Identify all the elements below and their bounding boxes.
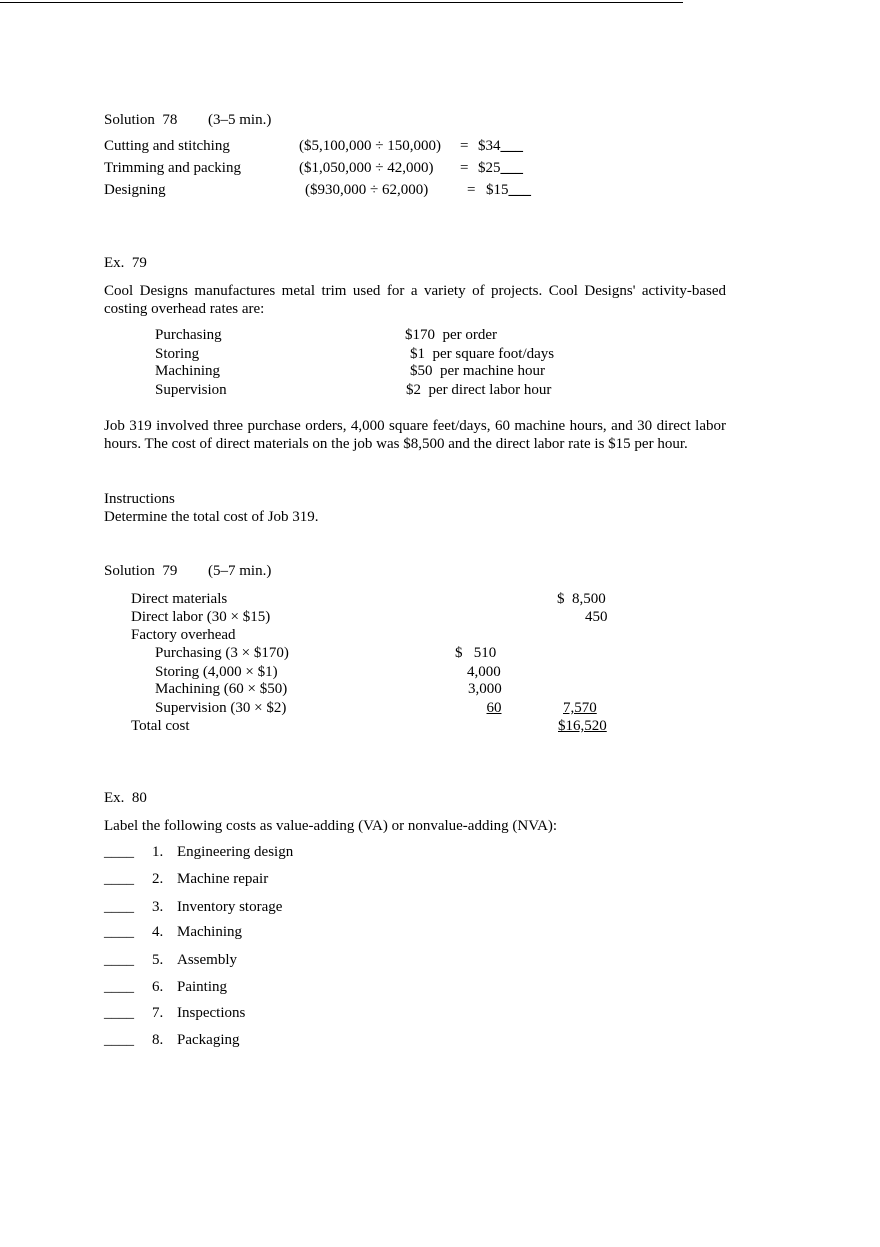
overhead-item-amount: 4,000 — [467, 664, 501, 680]
rate-value: $1 per square foot/days — [410, 346, 555, 362]
item-text: Assembly — [177, 952, 237, 968]
overhead-item-amount: 3,000 — [468, 681, 502, 697]
item-number: 4. — [152, 924, 164, 940]
total-cost-label: Total cost — [131, 718, 190, 734]
ex-79-job-text: Job 319 involved three purchase orders, 4,000 square feet/days, 60 machine hours, and 30 direct labor hours. The cost of direct materials on the job was $8,500 and the direct labor rate is $15 per hour. — [104, 418, 726, 452]
rate-value: $50 per machine hour — [410, 363, 545, 379]
item-text: Engineering design — [177, 844, 294, 860]
s78-row-label: Designing — [104, 182, 166, 198]
ex-80-prompt: Label the following costs as value-adding (VA) or nonvalue-adding (NVA): — [104, 818, 558, 834]
item-number: 5. — [152, 952, 164, 968]
ex-79-intro: Cool Designs manufactures metal trim used for a variety of projects. Cool Designs' activity-based costing overhead rates are: — [104, 283, 726, 317]
s78-row-formula: ($5,100,000 ÷ 150,000) — [299, 138, 441, 154]
item-number: 7. — [152, 1005, 164, 1021]
total-cost-amount: $16,520 — [558, 718, 607, 734]
item-text: Inspections — [177, 1005, 246, 1021]
answer-blank: ____ — [104, 1005, 134, 1021]
rate-activity: Purchasing — [155, 327, 222, 343]
overhead-item-amount: $ 510 — [455, 645, 497, 661]
direct-materials-label: Direct materials — [131, 591, 228, 607]
factory-overhead-label: Factory overhead — [131, 627, 236, 643]
item-number: 3. — [152, 899, 164, 915]
s78-row-result: $25___ — [478, 160, 523, 176]
answer-blank: ____ — [104, 844, 134, 860]
s78-row-formula: ($930,000 ÷ 62,000) — [305, 182, 429, 198]
header-rule — [0, 2, 683, 3]
s78-row-result: $15___ — [486, 182, 531, 198]
rate-activity: Machining — [155, 363, 220, 379]
answer-blank: ____ — [104, 871, 134, 887]
direct-labor-amount: 450 — [585, 609, 608, 625]
s78-row-label: Trimming and packing — [104, 160, 241, 176]
rate-activity: Storing — [155, 346, 200, 362]
answer-blank: ____ — [104, 899, 134, 915]
s78-row-label: Cutting and stitching — [104, 138, 230, 154]
item-text: Inventory storage — [177, 899, 283, 915]
item-number: 2. — [152, 871, 164, 887]
rate-activity: Supervision — [155, 382, 227, 398]
s78-row-eq: = — [467, 182, 476, 198]
solution-78-time: (3–5 min.) — [208, 112, 272, 128]
answer-blank: ____ — [104, 979, 134, 995]
item-number: 6. — [152, 979, 164, 995]
s78-row-formula: ($1,050,000 ÷ 42,000) — [299, 160, 434, 176]
overhead-item-label: Purchasing (3 × $170) — [155, 645, 289, 661]
answer-blank: ____ — [104, 924, 134, 940]
overhead-item-amount: 60 — [486, 700, 502, 716]
answer-blank: ____ — [104, 1032, 134, 1048]
solution-78-heading: Solution 78 — [104, 112, 178, 128]
item-number: 1. — [152, 844, 164, 860]
solution-79-time: (5–7 min.) — [208, 563, 272, 579]
s78-row-eq: = — [460, 138, 469, 154]
solution-79-heading: Solution 79 — [104, 563, 178, 579]
direct-materials-amount: $ 8,500 — [557, 591, 606, 607]
overhead-item-label: Storing (4,000 × $1) — [155, 664, 278, 680]
overhead-item-label: Supervision (30 × $2) — [155, 700, 287, 716]
item-text: Packaging — [177, 1032, 240, 1048]
item-text: Machining — [177, 924, 242, 940]
s78-row-result: $34___ — [478, 138, 523, 154]
rate-value: $2 per direct labor hour — [406, 382, 552, 398]
ex-80-heading: Ex. 80 — [104, 790, 147, 806]
item-text: Machine repair — [177, 871, 269, 887]
direct-labor-label: Direct labor (30 × $15) — [131, 609, 271, 625]
instructions-text: Determine the total cost of Job 319. — [104, 509, 319, 525]
rate-value: $170 per order — [405, 327, 498, 343]
ex-79-heading: Ex. 79 — [104, 255, 147, 271]
item-number: 8. — [152, 1032, 164, 1048]
overhead-item-label: Machining (60 × $50) — [155, 681, 288, 697]
overhead-total: 7,570 — [563, 700, 597, 716]
s78-row-eq: = — [460, 160, 469, 176]
item-text: Painting — [177, 979, 228, 995]
instructions-label: Instructions — [104, 491, 175, 507]
answer-blank: ____ — [104, 952, 134, 968]
